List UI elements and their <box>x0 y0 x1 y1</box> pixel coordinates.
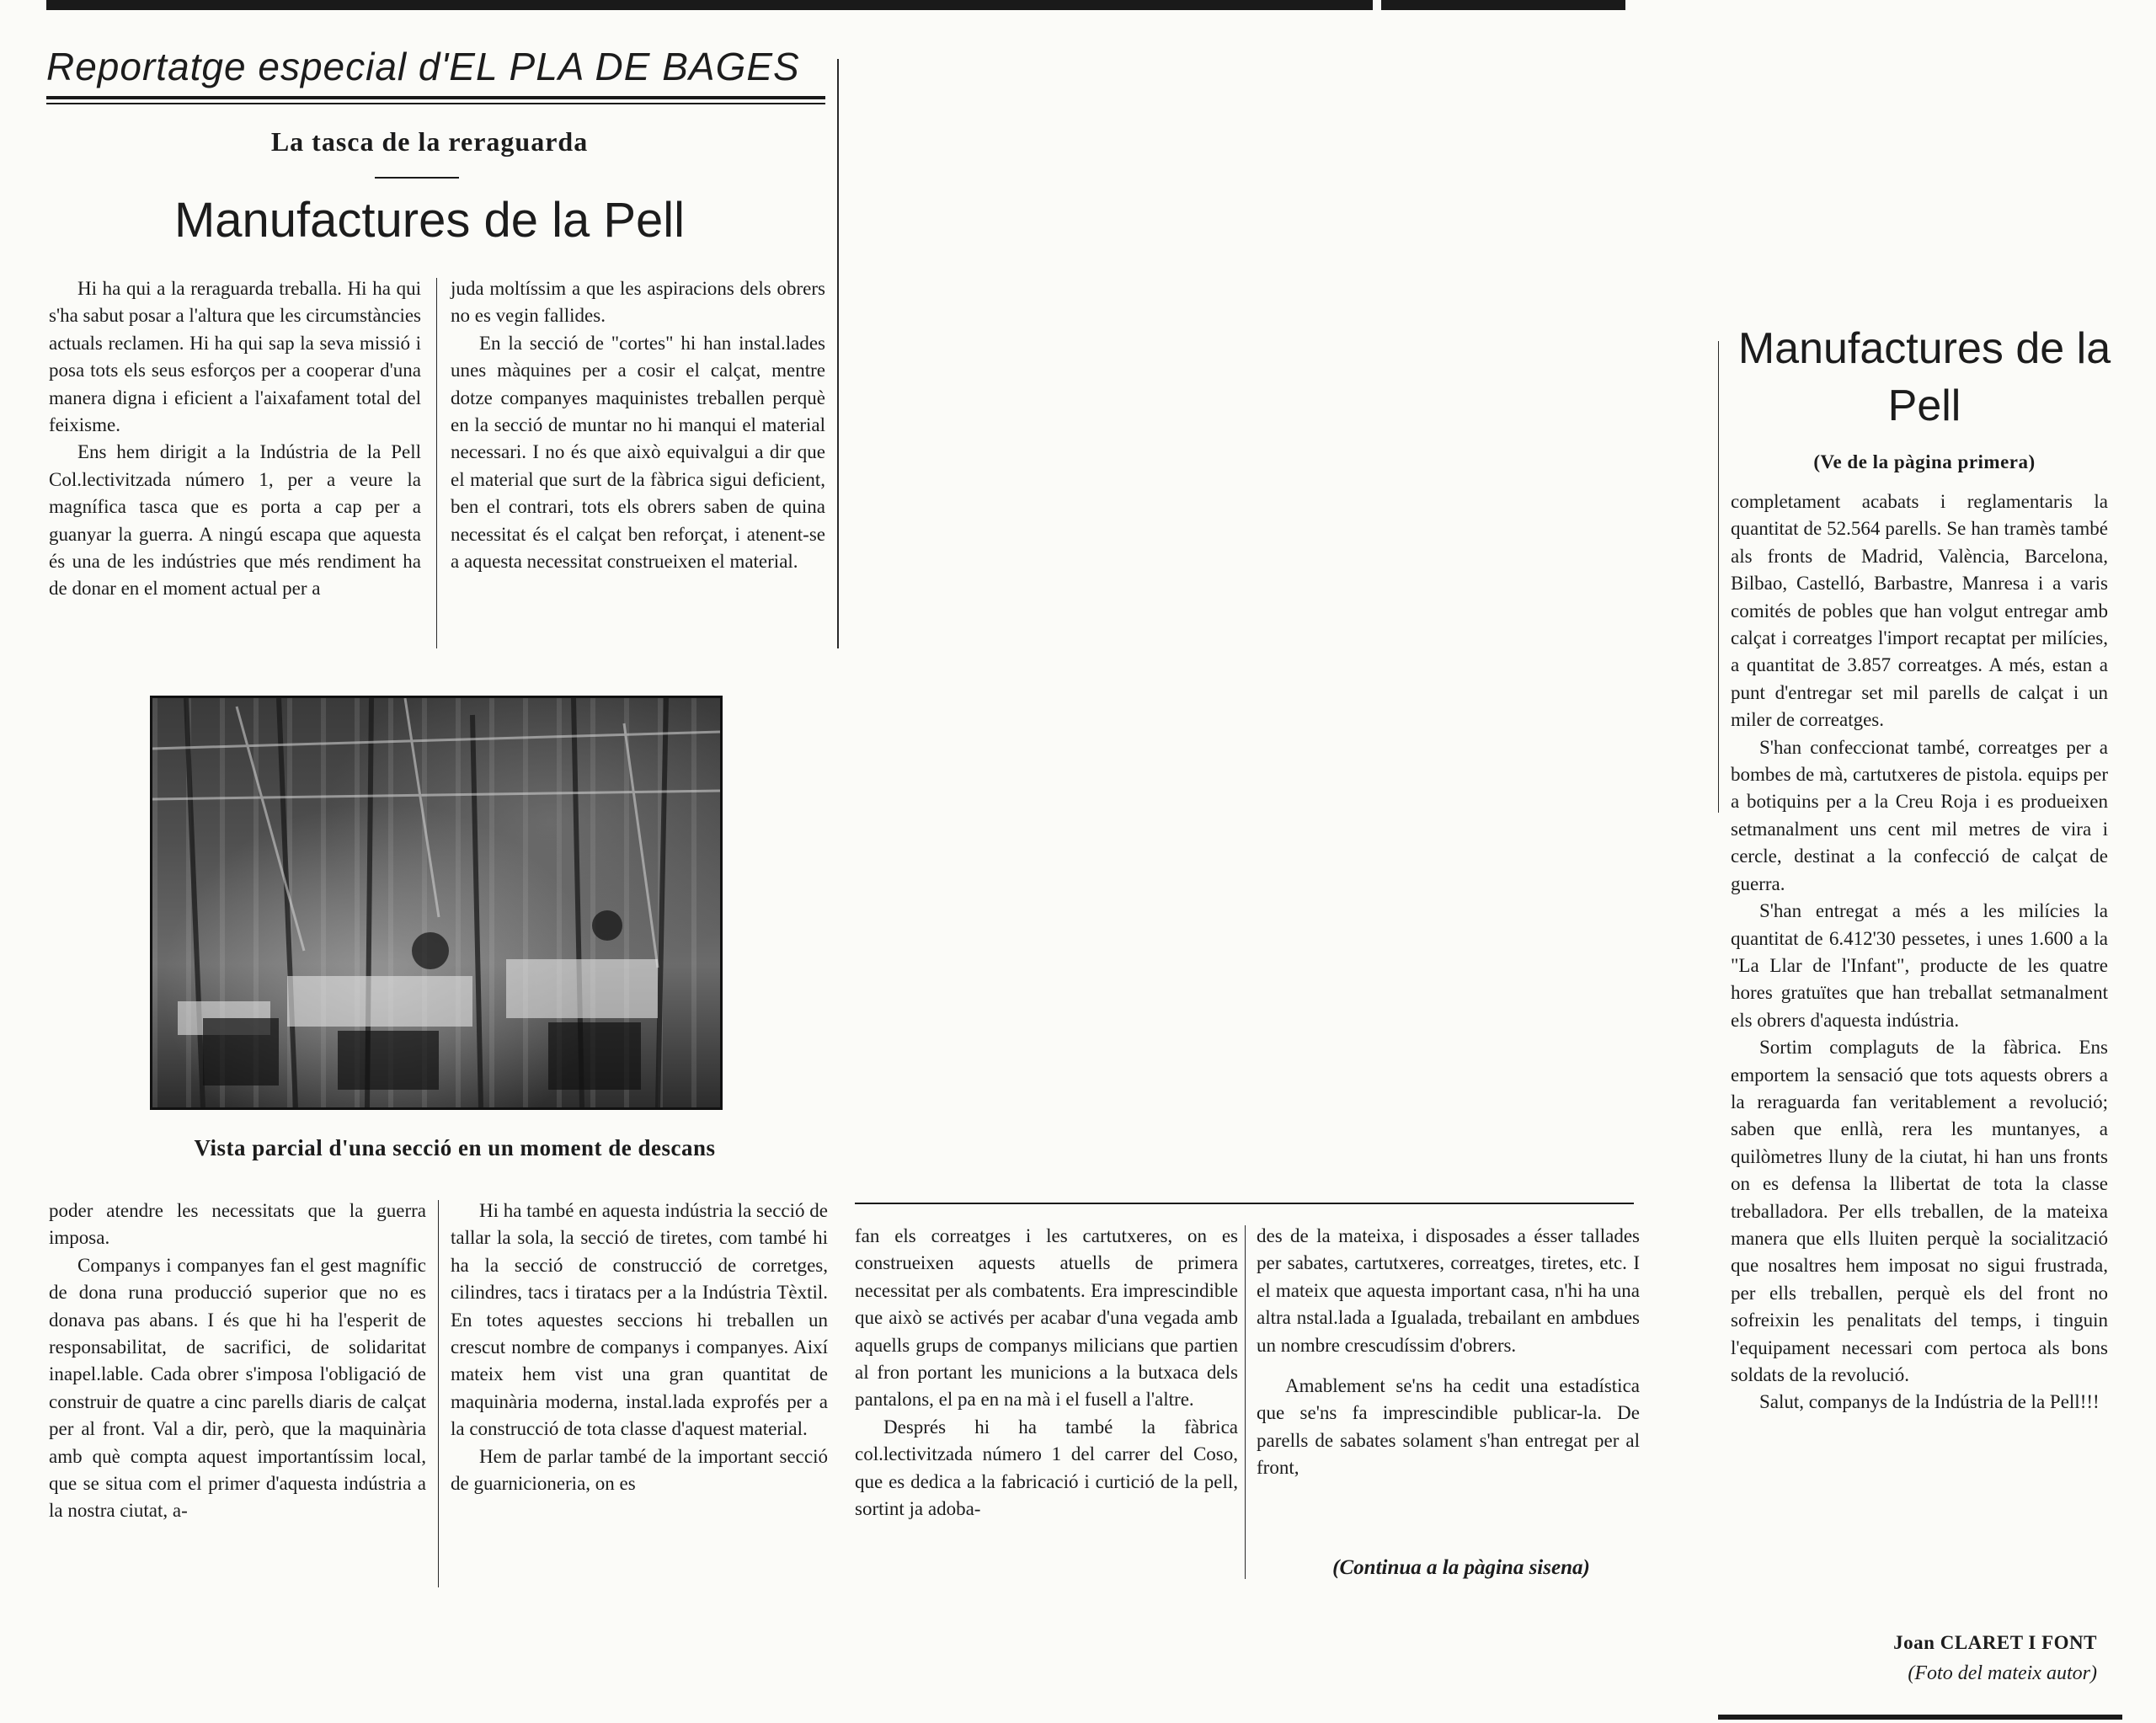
paragraph: juda moltíssim a que les aspiracions dels obrers no es vegin fallides. <box>451 278 825 327</box>
kicker-underline <box>46 96 825 99</box>
right-subhead: (Ve de la pàgina primera) <box>1813 451 2036 472</box>
paragraph: Ens hem dirigit a la Indústria de la Pell Col.lectivitzada número 1, per a veure la magnífica tasca que es porta a cap per a guanyar la guerra. A ningú escapa que aquesta és una de les indústries que més rendiment ha de donar en el moment actual per a <box>49 441 421 600</box>
top-border-bar-left <box>46 0 1373 10</box>
top-border-bar-right <box>1381 0 1625 10</box>
paragraph: Companys i companyes fan el gest magnífic de dona runa producció superior que no es donava pas abans. I és que hi ha l'esperit de responsabilitat, de sacrifici, de solidaritat inapel.lable. Cada obrer s'imposa l'obligació de construir de quatre a cinc parells diaris de calçat per al front. Val a dir, però, que la maquinària amb què compta aquest importantíssim local, que se situa com el primer d'aquesta indústria a la nostra ciutat, a- <box>49 1254 426 1522</box>
headline: Manufactures de la Pell <box>173 193 686 248</box>
photo-credit: (Foto del mateix autor) <box>1908 1662 2097 1684</box>
paragraph: S'han entregat a més a les milícies la quantitat de 6.412'30 pessetes, i unes 1.600 a la "La Llar de l'Infant", producte de les quatre hores gratuïtes que han treballat setmanalment els obrers d'aquesta indústria. <box>1731 900 2108 1031</box>
section-rule <box>855 1203 1634 1204</box>
kicker: Reportatge especial d'EL PLA DE BAGES <box>46 45 800 88</box>
paragraph: fan els correatges i les cartutxeres, on es construeixen aquests atuells de primera necessitat per als combatents. Era imprescindible que això se activés per acabar d'una vegada amb aquells grups de companys milicians que partien al fron portant les municions a la butxaca dels pantalons, el pa en na mà i el fusell a l'altre. <box>855 1225 1238 1411</box>
top-column-right <box>451 275 825 575</box>
kicker-underline-thin <box>46 103 825 104</box>
photo-detail <box>152 698 720 1107</box>
paragraph: Sortim complaguts de la fàbrica. Ens emportem la sensació que tots aquests obrers a la reraguarda fan veritablement a revolució; saben que enllà, rera les muntanyes, a quilòmetres lluny de la ciutat, hi han uns fronts on es defensa la llibertat de tota la classe treballadora. Per ells treballen, de la mateixa manera que ells lluiten perquè la socialització que nosaltres hem imposat no sigui frustrada, per ells treballen, perquè els del front no sofreixin les penalitats del temps, i tinguin l'equipament necessari com pertoca als bons soldats de la revolució. <box>1731 1037 2108 1385</box>
paragraph: Hi ha també en aquesta indústria la secció de tallar la sola, la secció de tiretes, com també hi ha la secció de construcció de corretges, cilindres, tacs i tiratacs per a la Indústria Tèxtil. En totes aquestes seccions hi treballen un crescut nombre de companys i companyes. Així mateix hem vist una gran quantitat de maquinària moderna, instal.lada exprofés per a la construcció de tota classe d'aquest material. <box>451 1200 828 1440</box>
column-divider <box>436 278 437 648</box>
article-right-border <box>837 59 839 648</box>
continued-notice: (Continua a la pàgina sisena) <box>1332 1556 1590 1579</box>
right-article-body <box>1731 488 2108 1416</box>
bottom-rule-right <box>1718 1715 2122 1720</box>
bottom-column-2 <box>451 1198 828 1497</box>
paragraph: Salut, companys de la Indústria de la Pell!!! <box>1759 1391 2100 1413</box>
bottom-column-4 <box>1257 1223 1640 1482</box>
top-column-left <box>49 275 421 603</box>
paragraph: S'han confeccionat també, correatges per a bombes de mà, cartutxeres de pistola. equips per a botiquins per a la Creu Roja i es produeixen setmanalment uns cent mil metres de vira i cercle, destinat a la confecció de calçat de guerra. <box>1731 736 2108 894</box>
paragraph: completament acabats i reglamentaris la quantitat de 52.564 parells. Se han tramès també als fronts de Madrid, València, Barcelona, Bilbao, Castelló, Barbastre, Manresa i a varis comités de pobles que han volgut entregar amb calçat i correatges l'import recaptat per milícies, a quantitat de 3.857 correatges. A més, estan a punt d'entregar set mil parells de calçat i un miler de correatges. <box>1731 491 2108 731</box>
subhead: La tasca de la reraguarda <box>270 126 589 157</box>
paragraph: En la secció de "cortes" hi han instal.lades unes màquines per a cosir el calçat, mentre dotze companyes maquinistes treballen perquè en la secció de muntar no hi manqui el material necessari. I no és que això equivalgui a dir que el material que surt de la fàbrica sigui deficient, ben el contrari, tots els obrers saben de quina necessitat és el calçat ben reforçat, i atenent-se a aquesta necessitat construeixen el material. <box>451 332 825 573</box>
bottom-column-1 <box>49 1198 426 1525</box>
column-divider <box>438 1200 439 1587</box>
paragraph: des de la mateixa, i disposades a ésser tallades per sabates, cartutxeres, correatges, tiretes, etc. I el mateix que aquesta important casa, n'hi ha una altra nstal.lada a Igualada, trebailant en ambdues un nombre crescudíssim d'obrers. <box>1257 1225 1640 1356</box>
bottom-column-3 <box>855 1223 1238 1523</box>
paragraph: poder atendre les necessitats que la guerra imposa. <box>49 1200 426 1249</box>
right-article-left-border <box>1718 341 1719 813</box>
paragraph: Hi ha qui a la reraguarda treballa. Hi ha qui s'ha sabut posar a l'altura que les circumstàncies actuals reclamen. Hi ha qui sap la seva missió i posa tots els seus esforços per a cooperar d'una manera digna i eficient a l'aixafament total del feixisme. <box>49 278 421 436</box>
paragraph: Hem de parlar també de la important secció de guarnicioneria, on es <box>451 1445 828 1495</box>
photo-caption: Vista parcial d'una secció en un moment de descans <box>194 1135 716 1160</box>
paragraph: Després hi ha també la fàbrica col.lectivitzada número 1 del carrer del Coso, que es dedica a la fabricació i curtició de la pell, sortint ja adoba- <box>855 1416 1238 1520</box>
right-headline: Manufactures de la Pell <box>1737 324 2111 430</box>
column-divider <box>1245 1225 1246 1579</box>
subhead-dash <box>375 177 459 179</box>
author-signature: Joan CLARET I FONT <box>1893 1632 2097 1653</box>
factory-interior-photo <box>150 696 723 1110</box>
paragraph: Amablement se'ns ha cedit una estadística que se'ns fa imprescindible publicar-la. De parells de sabates solament s'han entregat per al front, <box>1257 1375 1640 1479</box>
